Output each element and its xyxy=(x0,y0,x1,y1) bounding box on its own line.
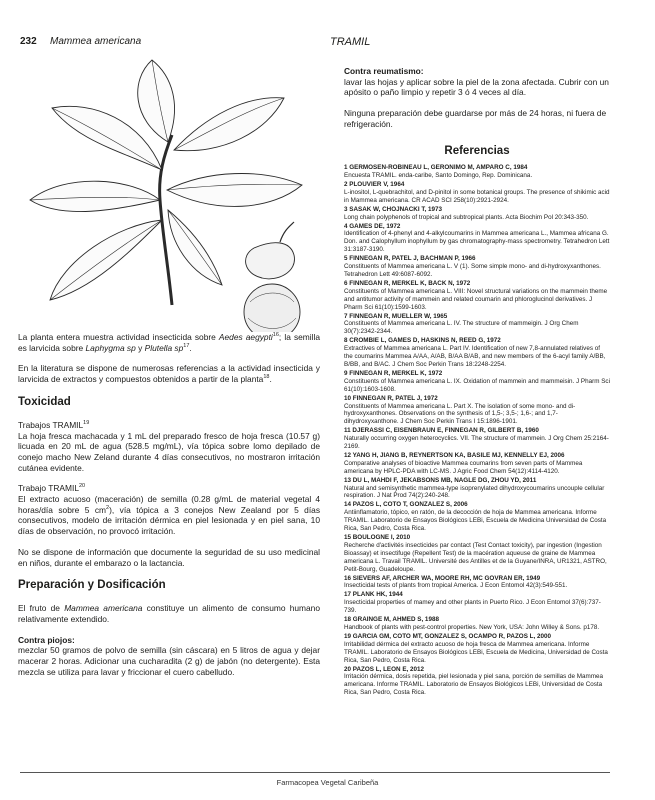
reference-item xyxy=(344,633,610,665)
reference-item xyxy=(344,666,610,698)
section-title-preparacion: Preparación y Dosificación xyxy=(18,579,166,592)
tramil-study-label: Trabajos TRAMIL$^{19}$ xyxy=(18,419,90,430)
reference-heading: 9 FINNEGAN R, MERKEL K, 1972 xyxy=(344,369,443,377)
tramil-study-2-label: Trabajo TRAMIL$^{20}$ xyxy=(18,483,86,494)
intro-paragraph-2: En la literatura se dispone de numerosas referencias a la actividad insecticida y larvicida de extractos y compuestos obtenidos a partir de la planta$^{18}$. xyxy=(18,363,320,385)
reference-text: Encuesta TRAMIL. enda-caribe, Santo Domingo, Rep. Dominicana. xyxy=(344,172,533,180)
reference-text: Handbook of plants with pest-control properties. New York, USA: John Willey & Sons. p178. xyxy=(344,623,600,631)
reference-text: Constituents of Mammea americana L. Part X. The isolation of some mono- and di-hydroxyxanthones. Observations on the synthesis of 1,5-; 3,5-; 1,6-; and 1,7-dihydroxyxanthone. J Chem Soc Perkin Trans I 15:1896-1901. xyxy=(344,402,576,426)
reference-heading: 7 FINNEGAN R, MUELLER W, 1965 xyxy=(344,312,448,320)
reference-heading: 18 GRAINGE M, AHMED S, 1988 xyxy=(344,616,439,624)
reference-heading: 12 YANG H, JIANG B, REYNERTSON KA, BASILE MJ, KENNELLY EJ, 2006 xyxy=(344,451,565,459)
reference-item xyxy=(344,337,610,369)
header-section: TRAMIL xyxy=(330,36,371,48)
reference-text: Long chain polyphenols of tropical and subtropical plants. Acta Biochim Pol 20:343-350. xyxy=(344,213,589,221)
leaf-right xyxy=(167,174,302,207)
reference-text: Constituents of Mammea americana L. VIII: Novel structural variations on the mammein theme and antitumor activity of mammein and related coumarin and phloroglucinol derivatives. J Pharm Sci 61(10):1599-1603. xyxy=(344,287,608,311)
footer: Farmacopea Vegetal Caribeña xyxy=(276,778,379,787)
reference-item xyxy=(344,501,610,533)
reference-item xyxy=(344,313,610,337)
reference-item xyxy=(344,280,610,312)
piojos-text: mezclar 50 gramos de polvo de semilla (sin cáscara) en 5 litros de agua y dejar macerar 2 horas. Adicionar una cucharadita (2 g) de jabón (no detergente). Esta mezcla se utiliza para lavar y friccionar el cuero cabelludo. xyxy=(18,645,320,677)
reference-heading: 8 CROMBIE L, GAMES D, HASKINS N, REED G, 1972 xyxy=(344,337,501,345)
reference-text: Constituents of Mammea americana L. IX. Oxidation of mammein and mammeisin. J Pharm Sci 61(10):1603-1608. xyxy=(344,377,610,393)
references-title: Referencias xyxy=(444,144,510,157)
botanical-illustration xyxy=(22,50,326,332)
reference-item xyxy=(344,575,610,591)
reuma-text: lavar las hojas y aplicar sobre la piel de la zona afectada. Cubrir con un apósito o paño limpio y repetir 3 ó 4 veces al día. xyxy=(344,76,609,98)
reference-text: Insecticidal tests of plants from tropical America. J Econ Entomol 42(3):549-551. xyxy=(344,582,568,590)
reference-heading: 19 GARCIA GM, COTO MT, GONZALEZ S, OCAMPO R, PAZOS L, 2000 xyxy=(344,632,552,640)
reference-item xyxy=(344,206,610,222)
reference-heading: 6 FINNEGAN R, MERKEL K, BACK N, 1972 xyxy=(344,279,471,287)
page-number: 232 xyxy=(20,36,37,47)
reference-item xyxy=(344,370,610,394)
reference-heading: 15 BOULOGNE I, 2010 xyxy=(344,534,411,541)
left-column xyxy=(18,332,320,687)
reference-text: Recherche d'activités insecticides par contact (Test Contact toxicity), par ingestion (Ingestion Bioassay) et insectifuge (Repellent Test) de la macération aqueuse de graine de Mammea americana L. Travail TRAMIL. Université des Antilles et de la Guyane/INRA, UR1321, ASTRO, Petit-Bourg, Guadeloupe. xyxy=(344,541,607,573)
reference-item xyxy=(344,255,610,279)
reference-heading: 13 DU L, MAHDI F, JEKABSONS MB, NAGLE DG, ZHOU YD, 2011 xyxy=(344,476,537,484)
preparacion-paragraph: El fruto de Mammea americana constituye un alimento de consumo humano relativamente extendido. xyxy=(18,603,320,624)
reference-item xyxy=(344,477,610,501)
safety-paragraph: No se dispone de información que documente la seguridad de su uso medicinal en niños, durante el embarazo o la lactancia. xyxy=(18,546,320,568)
right-column xyxy=(344,66,610,698)
reference-text: Extractives of Mammea americana L. Part IV. Identification of new 7,8-annulated relatives of the coumarins Mammea A/AA, A/AB, B/AA B/AB, and new members of the 6-acyl family A/BB, B/BB, and B/AC. J Chem Soc Perkin Trans 18:2248-2254. xyxy=(344,345,606,368)
reference-text: Comparative analyses of bioactive Mammea coumarins from seven parts of Mammea americana by HPLC-PDA with LC-MS. J Agric Food Chem 54(12):4114-4120. xyxy=(344,459,583,475)
reference-item xyxy=(344,534,610,574)
reference-heading: 5 FINNEGAN R, PATEL J, BACHMAN P, 1966 xyxy=(344,255,476,263)
reference-text: Irritabilidad dérmica del extracto acuoso de hoja fresca de Mammea americana. Informe TRAMIL. Laboratorio de Ensayos Biológicos LEBi, Escuela de Medicina, Universidad de Costa Rica, San Pedro, Costa Rica. xyxy=(344,640,608,664)
references-list xyxy=(344,164,610,697)
header-species: Mammea americana xyxy=(50,36,142,47)
reference-item xyxy=(344,223,610,255)
reference-item xyxy=(344,616,610,632)
reference-item xyxy=(344,427,610,451)
reference-item xyxy=(344,395,610,427)
storage-warning: Ninguna preparación debe guardarse por más de 24 horas, ni fuera de refrigeración. xyxy=(344,108,607,129)
footer-rule xyxy=(20,772,610,773)
leaf-upper-right xyxy=(174,98,284,151)
intro-paragraph-1: La planta entera muestra actividad insecticida sobre Aedes aegypti$^{16}$; la semilla es larvicida sobre Laphygma sp y Plutella $sp^{17}$. xyxy=(18,332,321,353)
reference-heading: 14 PAZOS L, COTO T, GONZALEZ S, 2006 xyxy=(344,501,468,509)
reference-text: Antiinflamatorio, tópico, en ratón, de la decocción de hoja de Mammea americana. Informe TRAMIL. Laboratorio de Ensayos Biológicos LEBi, Escuela de Medicina Universidad de Costa Rica, San Pedro, Costa Rica. xyxy=(344,509,607,533)
running-header xyxy=(20,34,610,50)
reference-text: Constituents of Mammea americana L. V (1). Some simple mono- and di-hydroxyxanthones. Tetrahedron Lett 49:6087-6092. xyxy=(344,263,601,278)
tramil-study-text: La hoja fresca machacada y 1 mL del preparado fresco de hoja fresca (10.57 g) licuada en 20 mL de agua (528.5 mg/mL), vía tópica sobre lomo depilado de conejo macho New Zeland durante 4 días consecutivos, no mostraron irritación cutánea evidente. xyxy=(18,430,320,473)
reference-item xyxy=(344,181,610,205)
reference-text: Naturally occurring oxygen heterocyclics. VII. The structure of mammein. J Org Chem 25:2164-2169. xyxy=(344,435,609,451)
reference-item xyxy=(344,164,610,180)
reference-text: Identification of 4-phenyl and 4-alkylcoumarins in Mammea americana L., Mammea africana G. Don. and Calophyllum inophyllum by gas chromatography-mass spectrometry. Tetrahedron Lett 31:3187-3190. xyxy=(344,230,610,254)
reference-heading: 10 FINNEGAN R, PATEL J, 1972 xyxy=(344,394,438,402)
reference-heading: 1 GERMOSEN-ROBINEAU L, GERONIMO M, AMPARO C, 1984 xyxy=(344,164,528,172)
reference-heading: 2 PLOUVIER V, 1964 xyxy=(344,181,405,189)
tramil-study-2-text: El extracto acuoso (maceración) de semilla (0.28 g/mL de material vegetal 4 horas/día sobre 5 $cm^2$), vía tópica a 3 conejos New Zealand por 5 días consecutivos, modelo de irritación dérmica en piel lesionada y en piel sana, 10 días de observación, no provocó irritación. xyxy=(18,494,321,537)
reference-item xyxy=(344,591,610,615)
leaf-left xyxy=(30,181,160,211)
reference-text: L-inositol, L-quebrachitol, and D-pinitol in some botanical groups. The presence of shikimic acid in Mammea americana. CR ACAD SCI 258(10):2921-2924. xyxy=(344,188,610,204)
reference-heading: 20 PAZOS L, LEON E, 2012 xyxy=(344,665,425,673)
reference-text: Natural and semisynthetic mammea-type isoprenylated dihydroxycoumarins uncouple cellular respiration. J Nat Prod 74(2):240-248. xyxy=(344,484,605,500)
reuma-title: Contra reumatismo: xyxy=(344,66,424,76)
reference-item xyxy=(344,452,610,476)
fruit xyxy=(244,284,300,332)
seed xyxy=(246,243,295,279)
reference-heading: 16 SIEVERS AF, ARCHER WA, MOORE RH, MC GOVRAN ER, 1949 xyxy=(344,574,541,582)
piojos-title: Contra piojos: xyxy=(18,634,75,645)
reference-heading: 3 SASAK W, CHOJNACKI T, 1973 xyxy=(344,205,442,213)
reference-heading: 11 DJERASSI C, EISENBRAUN E, FINNEGAN R, GILBERT B, 1960 xyxy=(344,427,539,435)
leaf-top xyxy=(138,60,175,142)
leaf-lower-left xyxy=(50,220,162,300)
reference-text: Insecticidal properties of mamey and other plants in Puerto Rico. J Econ Entomol 37(6):737-739. xyxy=(344,599,601,615)
reference-heading: 17 PLANK HK, 1944 xyxy=(344,591,403,599)
section-title-toxicidad: Toxicidad xyxy=(18,395,71,408)
reference-text: Irritación dérmica, dosis repetida, piel lesionada y piel sana, porción de semillas de Mammea americana. Informe TRAMIL. Laboratorio de Ensayos Biológicos LEBi, Universidad de Costa Rica, San Pedro, Costa Rica. xyxy=(344,673,603,697)
reference-text: Constituents of Mammea americana L. IV. The structure of mammeigin. J Org Chem 30(7):2342-2344. xyxy=(344,320,579,336)
reference-heading: 4 GAMES DE, 1972 xyxy=(344,222,401,230)
